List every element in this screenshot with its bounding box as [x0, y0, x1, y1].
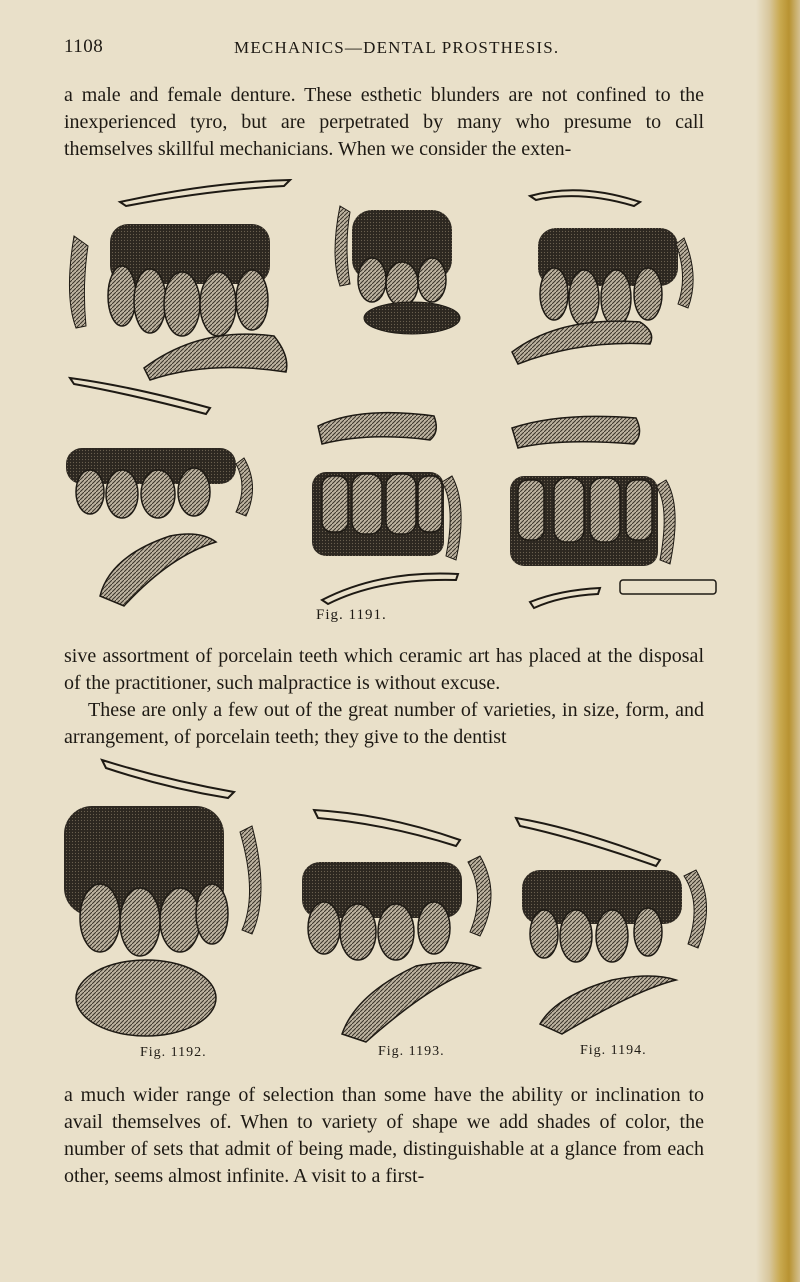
paragraph-2: [64, 643, 704, 751]
paragraph-1: [64, 82, 704, 163]
figures-1192-1194: [56, 744, 726, 1044]
caption-fig-1191: Fig. 1191.: [316, 607, 387, 623]
caption-fig-1193: Fig. 1193.: [378, 1044, 445, 1059]
running-title: MECHANICS—DENTAL PROSTHESIS.: [234, 38, 560, 57]
paragraph-3-text: These are only a few out of the great number of varieties, in size, form, and arrangement, of porcelain teeth; they give to the dentist: [64, 699, 704, 748]
paragraph-1-text: a male and female denture. These esthetic blunders are not confined to the inexperienced tyro, but are perpetrated by many who presume to call themselves skillful mechanicians. When we consider the exten-: [64, 84, 704, 160]
figure-1191-illustration: [60, 176, 720, 621]
paragraph-4-text: a much wider range of selection than some have the ability or inclination to avail themselves of. When to variety of shape we add shades of color, the number of sets that admit of being made, distinguishable at a glance from each other, seems almost infinite. A visit to a first-: [64, 1084, 704, 1187]
figure-1191: [60, 176, 720, 621]
paragraph-4: [64, 1082, 704, 1190]
page-number: 1108: [64, 36, 104, 57]
paragraph-2-text: sive assortment of porcelain teeth which ceramic art has placed at the disposal of the practitioner, such malpractice is without excuse.: [64, 645, 704, 694]
caption-fig-1192: Fig. 1192.: [140, 1045, 207, 1060]
caption-fig-1194: Fig. 1194.: [580, 1043, 647, 1058]
page-edge: [756, 0, 800, 1282]
figures-1192-1194-illustration: [56, 744, 726, 1044]
